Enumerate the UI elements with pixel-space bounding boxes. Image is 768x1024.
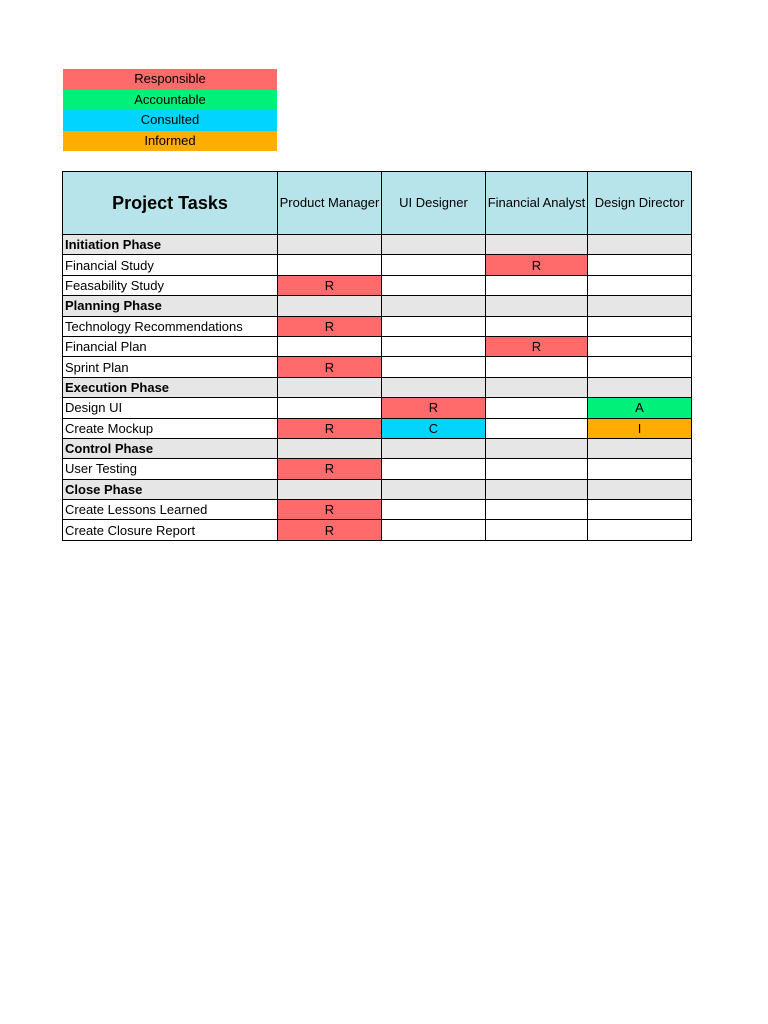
phase-name-cell: Planning Phase <box>63 296 278 316</box>
raci-cell <box>278 377 382 397</box>
raci-cell <box>486 296 588 316</box>
legend-consulted: Consulted <box>63 110 277 131</box>
raci-cell <box>486 316 588 336</box>
task-name-cell: Technology Recommendations <box>63 316 278 336</box>
raci-cell <box>278 255 382 275</box>
raci-cell: R <box>278 357 382 377</box>
raci-cell <box>278 235 382 255</box>
raci-cell: C <box>382 418 486 438</box>
raci-cell <box>588 479 692 499</box>
table-row <box>63 255 692 275</box>
raci-cell <box>588 296 692 316</box>
raci-cell <box>588 255 692 275</box>
raci-cell <box>588 235 692 255</box>
legend-informed: Informed <box>63 131 277 152</box>
raci-cell <box>486 275 588 295</box>
table-row <box>63 316 692 336</box>
raci-cell <box>382 438 486 458</box>
phase-row <box>63 235 692 255</box>
raci-cell <box>382 336 486 356</box>
table-body <box>63 235 692 541</box>
table-row <box>63 357 692 377</box>
raci-cell <box>588 316 692 336</box>
raci-cell <box>486 235 588 255</box>
raci-cell: R <box>382 398 486 418</box>
raci-cell <box>486 520 588 540</box>
raci-cell <box>588 500 692 520</box>
table-row <box>63 398 692 418</box>
raci-cell: R <box>486 336 588 356</box>
raci-matrix-table <box>62 171 692 541</box>
phase-name-cell: Control Phase <box>63 438 278 458</box>
raci-cell: A <box>588 398 692 418</box>
raci-cell <box>278 296 382 316</box>
raci-cell <box>278 336 382 356</box>
project-tasks-header: Project Tasks <box>63 172 278 235</box>
column-header-design-director: Design Director <box>588 172 692 235</box>
raci-cell <box>588 336 692 356</box>
table-row <box>63 418 692 438</box>
phase-name-cell: Initiation Phase <box>63 235 278 255</box>
raci-cell <box>486 500 588 520</box>
raci-cell <box>486 377 588 397</box>
column-header-product-manager: Product Manager <box>278 172 382 235</box>
task-name-cell: Create Closure Report <box>63 520 278 540</box>
raci-cell <box>382 479 486 499</box>
raci-cell <box>588 357 692 377</box>
task-name-cell: Financial Plan <box>63 336 278 356</box>
raci-cell <box>486 418 588 438</box>
raci-cell <box>382 520 486 540</box>
raci-cell <box>486 459 588 479</box>
phase-row <box>63 377 692 397</box>
task-name-cell: Create Mockup <box>63 418 278 438</box>
task-name-cell: Design UI <box>63 398 278 418</box>
raci-cell <box>588 275 692 295</box>
raci-cell: R <box>278 275 382 295</box>
task-name-cell: Feasability Study <box>63 275 278 295</box>
task-name-cell: User Testing <box>63 459 278 479</box>
raci-cell <box>486 357 588 377</box>
raci-cell <box>382 275 486 295</box>
raci-cell <box>382 459 486 479</box>
raci-cell <box>382 255 486 275</box>
raci-cell <box>486 479 588 499</box>
task-name-cell: Financial Study <box>63 255 278 275</box>
raci-cell <box>588 459 692 479</box>
raci-cell: I <box>588 418 692 438</box>
raci-cell <box>382 296 486 316</box>
raci-cell: R <box>278 418 382 438</box>
raci-cell <box>486 398 588 418</box>
raci-cell <box>382 316 486 336</box>
phase-row <box>63 479 692 499</box>
raci-legend <box>63 69 277 151</box>
table-row <box>63 500 692 520</box>
raci-cell <box>382 357 486 377</box>
table-row <box>63 459 692 479</box>
task-name-cell: Sprint Plan <box>63 357 278 377</box>
legend-responsible: Responsible <box>63 69 277 90</box>
phase-name-cell: Execution Phase <box>63 377 278 397</box>
raci-cell <box>588 438 692 458</box>
legend-accountable: Accountable <box>63 90 277 111</box>
table-row <box>63 520 692 540</box>
task-name-cell: Create Lessons Learned <box>63 500 278 520</box>
raci-cell: R <box>278 520 382 540</box>
raci-cell <box>382 235 486 255</box>
raci-cell: R <box>278 459 382 479</box>
raci-cell: R <box>278 500 382 520</box>
raci-cell <box>588 377 692 397</box>
raci-cell <box>278 438 382 458</box>
raci-cell <box>382 377 486 397</box>
raci-cell: R <box>486 255 588 275</box>
phase-name-cell: Close Phase <box>63 479 278 499</box>
table-header-row <box>63 172 692 235</box>
raci-cell <box>382 500 486 520</box>
table-row <box>63 275 692 295</box>
raci-cell <box>486 438 588 458</box>
column-header-financial-analyst: Financial Analyst <box>486 172 588 235</box>
table-row <box>63 336 692 356</box>
raci-cell <box>278 398 382 418</box>
column-header-ui-designer: UI Designer <box>382 172 486 235</box>
raci-cell <box>588 520 692 540</box>
phase-row <box>63 296 692 316</box>
raci-cell <box>278 479 382 499</box>
raci-cell: R <box>278 316 382 336</box>
phase-row <box>63 438 692 458</box>
